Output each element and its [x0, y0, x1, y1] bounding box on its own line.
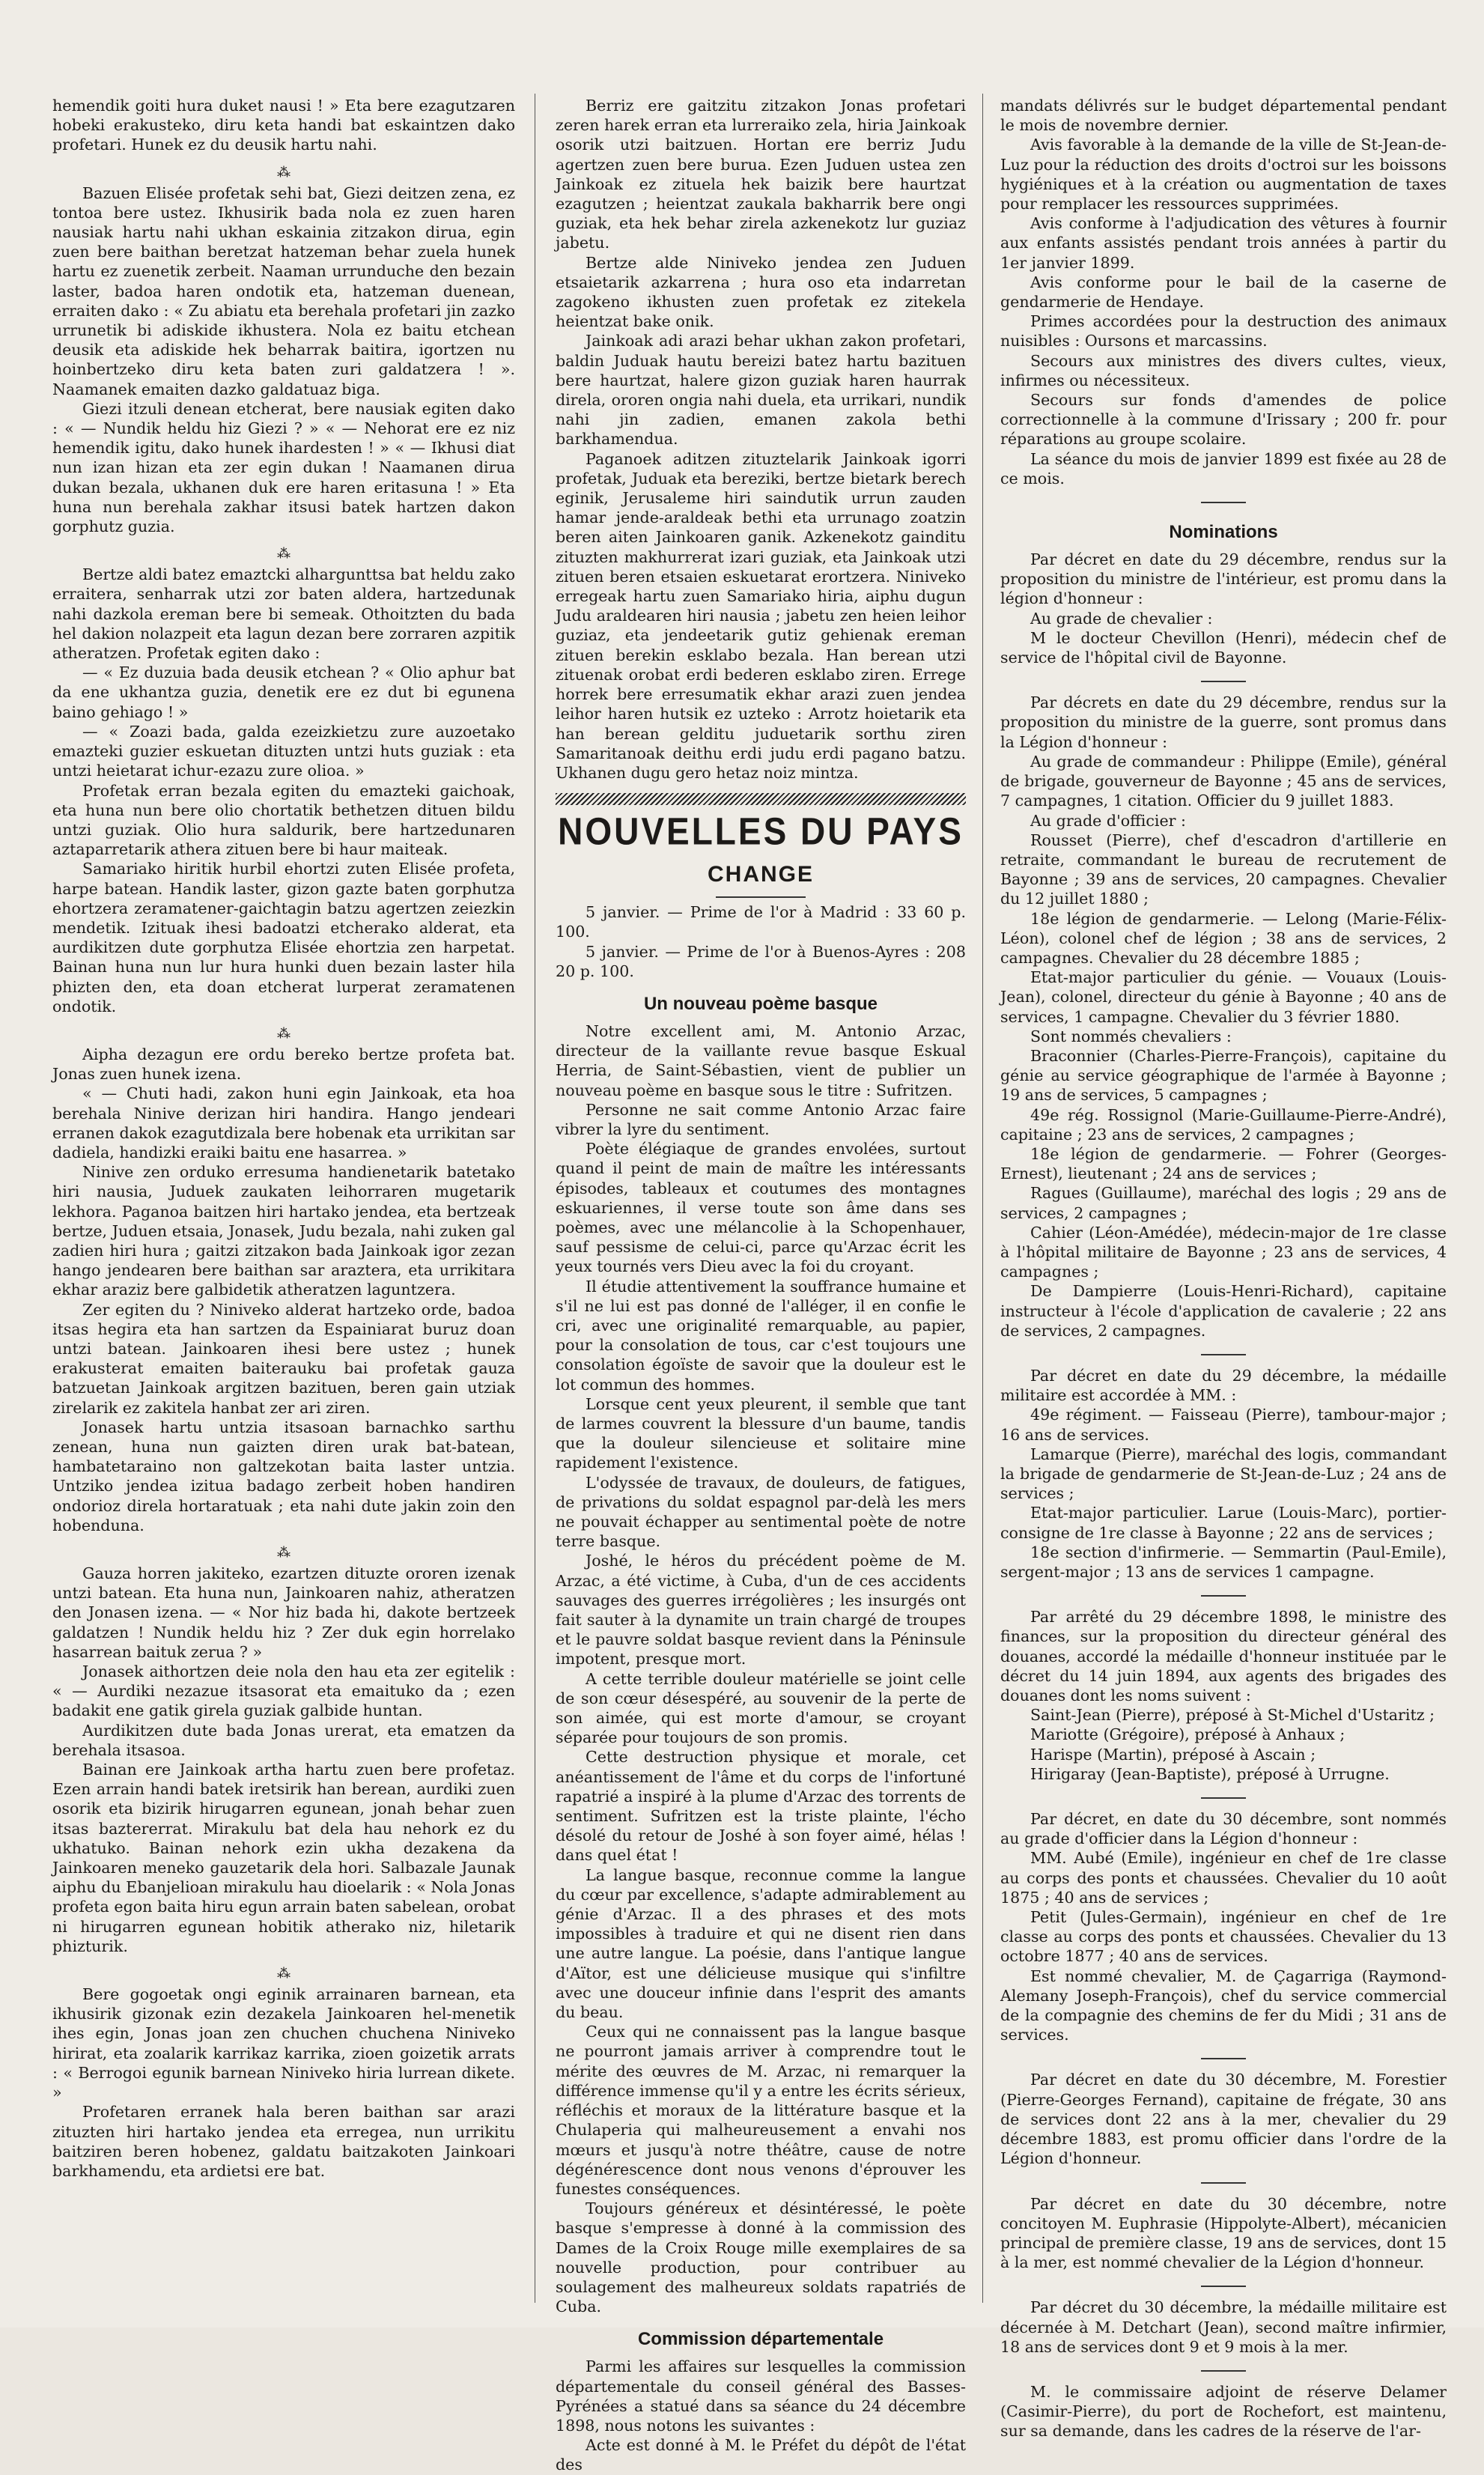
paragraph: Saint-Jean (Pierre), préposé à St-Michel d'Ustaritz ; — [1030, 1706, 1435, 1725]
column-right — [1000, 96, 1447, 2441]
paragraph: Paganoek aditzen zituztelarik Jainkoak igorri profetak, Juduak eta bereziki, bertze bietark berech eginik, Jerusaleme hiri saindutik urrun zauden hamar jende-araldeak bethi eta urrunago zoatzin beren aiten Jainkoaren ganik. Azkenekotz gainditu zituzten makhurrerat izari guziak, eta Jainkoak utzi zituen beren etsaien eskuetarat erortzera. Niniveko erregeak hartu zuen Samariako hiria, aiphu dugun Judu araldearen hiri nausia ; jabetu zen heien leihor guziaz, eta jendeetarik gutiz gehienak ereman zituen berekin esklabo bezala. Han berean utzi zituenak orobat erdi bederen esklabo ziren. Errege horrek bere erresumatik ekhar arazi zuen jendea leihor haren hutsik ez uzteko : Arrotz hoietarik eta han berean gelditu juduetarik sorthu ziren Samaritanoak deithu erdi judu erdi pagano batzu. Ukhanen dugu gero hetaz noiz mintza. — [556, 449, 966, 782]
article-title-poeme-basque: Un nouveau poème basque — [643, 993, 878, 1014]
column-middle — [556, 96, 966, 2474]
paragraph: Avis favorable à la demande de la ville de St-Jean-de-Luz pour la réduction des droits d'octroi sur les boissons hygiéniques et à la création ou augmentation de taxes pour remplacer les ressources supprimées. — [1000, 136, 1447, 213]
article-title-nominations: Nominations — [1169, 522, 1278, 543]
paragraph: Poète élégiaque de grandes envolées, surtout quand il peint de main de maître les intéressants épisodes, tableaux et coutumes des montagnes eskuariennes, il verse toute son âme dans ses poèmes, avec une mélancolie à la Schopenhauer, sauf pessisme de celui-ci, parce qu'Arzac écrit les yeux tournés vers Dieu avec la foi du croyant. — [556, 1140, 966, 1276]
paragraph: Avis conforme pour le bail de la caserne de gendarmerie de Hendaye. — [1000, 273, 1447, 312]
paragraph: Secours sur fonds d'amendes de police correctionnelle à la commune d'Irissary ; 200 fr. pour réparations au groupe scolaire. — [1000, 391, 1447, 449]
paragraph: 49e régiment. — Faisseau (Pierre), tambour-major ; 16 ans de services. — [1000, 1406, 1447, 1444]
paragraph: Cahier (Léon-Amédée), médecin-major de 1re classe à l'hôpital militaire de Bayonne ; 23 ans de services, 4 campagnes ; — [1000, 1223, 1447, 1281]
paragraph: MM. Aubé (Emile), ingénieur en chef de 1re classe au corps des ponts et chaussées. Chevalier du 10 août 1875 ; 40 ans de services ; — [1000, 1849, 1447, 1907]
paragraph: Samariako hiritik hurbil ehortzi zuten Elisée profeta, harpe batean. Handik laster, gizon gazte baten gorphutza ehortzera zeramatener-gaichtagin batzu agertzen zeiezkin mendetik. Izituak ihesi badoatzi etcherako alderat, eta aurdikitzen dute gorphutza Elisée ehortzia zen harpetat. Bainan huna nun lur hura hunki duen bezain laster hila phizten den, eta doan etcherat lurperat zeramatenen ondotik. — [52, 860, 515, 1015]
paragraph: Giezi itzuli denean etcherat, bere nausiak egiten dako : « — Nundik heldu hiz Giezi ? » « — Nehorat ere ez niz hemendik igitu, dako hunek ihardesten ! » « — Ikhusi diat nun izan hizan eta zer egin dukan ! Naamanen dirua dukan bezala, ukhanen duk ere haren eritasuna ! » Eta huna nun berehala zakhar itsusi batek hartzen dakon gorphutz guzia. — [52, 399, 515, 536]
paragraph: Notre excellent ami, M. Antonio Arzac, directeur de la vaillante revue basque Eskual Herria, de Saint-Sébastien, vient de publier un nouveau poème en basque sous le titre : Sufritzen. — [556, 1021, 966, 1099]
paragraph: Cette destruction physique et morale, cet anéantissement de l'âme et du corps de l'infortuné rapatrié a inspiré à la plume d'Arzac des torrents de sentiment. Sufritzen est la triste plainte, l'écho désolé du retour de Joshé à son foyer aimé, hélas ! dans quel état ! — [556, 1748, 966, 1865]
paragraph: Petit (Jules-Germain), ingénieur en chef de 1re classe au corps des ponts et chaussées. Chevalier du 13 octobre 1877 ; 40 ans de services. — [1000, 1908, 1447, 1966]
paragraph: Joshé, le héros du précédent poème de M. Arzac, a été victime, à Cuba, d'un de ces accidents sauvages des guerres irrégolières ; les insurgés ont fait sauter à la dynamite un train chargé de troupes et le pauvre soldat basque revient dans la Péninsule impotent, presque mort. — [556, 1552, 966, 1668]
paragraph: A cette terrible douleur matérielle se joint celle de son cœur désespéré, au souvenir de la perte de son aimée, qui est morte d'amour, se croyant séparée pour toujours de son promis. — [556, 1669, 966, 1747]
separator-rule — [1201, 1595, 1246, 1597]
paragraph: Ragues (Guillaume), maréchal des logis ; 29 ans de services, 2 campagnes ; — [1000, 1184, 1447, 1222]
separator-rule — [1201, 1354, 1246, 1355]
section-ornament: ⁂ — [277, 546, 291, 562]
paragraph: Il étudie attentivement la souffrance humaine et s'il ne lui est pas donné de l'alléger, il en confie le cri, avec une originalité remarquable, au papier, pour la consolation de tous, car c'est toujours une consolation égoïste de savoir que la douleur est le lot commun des hommes. — [556, 1277, 966, 1394]
paragraph: Hirigaray (Jean-Baptiste), préposé à Urrugne. — [1030, 1764, 1390, 1783]
separator-rule — [1201, 2370, 1246, 2372]
paragraph: 18e section d'infirmerie. — Semmartin (Paul-Emile), sergent-major ; 13 ans de services 1 campagne. — [1000, 1543, 1447, 1582]
hatched-rule — [556, 793, 966, 805]
paragraph: Bertze aldi batez emaztcki alhargunttsa bat heldu zako erraitera, senharrak utzi zor baten aldera, hartzedunak nahi dazkola ereman bere bi semeak. Othoitzten du bada hel dakion nolazpeit eta lagun dezan bere zorraren azpitik atheratzen. Profetak egiten dako : — [52, 565, 515, 663]
paragraph: Par décret en date du 29 décembre, rendus sur la proposition du ministre de l'intérieur, est promu dans la légion d'honneur : — [1000, 550, 1447, 608]
paragraph: Bainan ere Jainkoak artha hartu zuen bere profetaz. Ezen arrain handi batek iretsirik han berean, aurdiki zuen osorik eta bizirik hirugarren egunean, jonah behar zuen itsas baztererrat. Mirakulu bat dela hau nehork ez du ukhatuko. Bainan nehork ezin ukha dezakena da Jainkoaren meneko gauzetarik dela hori. Salbazale Jaunak aiphu du Ebanjelioan mirakulu hau dioelarik : « Nola Jonas profeta egon baita hiru egun arrain baten sabelean, orobat ni hirugarren egunean hobitik atherako niz, hiletarik phizturik. — [52, 1761, 515, 1955]
paragraph: Par décrets en date du 29 décembre, rendus sur la proposition du ministre de la guerre, sont promus dans la Légion d'honneur : — [1000, 693, 1447, 751]
paragraph: Par décret du 30 décembre, la médaille militaire est décernée à M. Detchart (Jean), second maître infirmier, 18 ans de services dont 9 et 9 mois à la mer. — [1000, 2298, 1447, 2356]
paragraph: Parmi les affaires sur lesquelles la commission départementale du conseil général des Basses-Pyrénées a statué dans sa séance du 24 décembre 1898, nous notons les suivantes : — [556, 2357, 966, 2435]
paragraph: hemendik goiti hura duket nausi ! » Eta bere ezagutzaren hobeki erakusteko, diru keta handi bat eskaintzen dako profetari. Hunek ez du deusik hartu nahi. — [52, 97, 515, 154]
paragraph: Par décret, en date du 30 décembre, sont nommés au grade d'officier dans la Légion d'honneur : — [1000, 1810, 1447, 1848]
paragraph: Par décret en date du 30 décembre, notre concitoyen M. Euphrasie (Hippolyte-Albert), mécanicien principal de première classe, 19 ans de services, dont 15 à la mer, est nommé chevalier de la Légion d'honneur. — [1000, 2194, 1447, 2272]
paragraph: Jonasek aithortzen deie nola den hau eta zer egitelik : « — Aurdiki nezazue itsasorat eta emaituko da ; ezen badakit ene gatik girela guziak galbide huntan. — [52, 1662, 515, 1720]
section-ornament: ⁂ — [277, 1025, 291, 1042]
paragraph: M le docteur Chevillon (Henri), médecin chef de service de l'hôpital civil de Bayonne. — [1000, 628, 1447, 667]
column-basque-left — [52, 96, 515, 2312]
section-header-nouvelles — [556, 793, 966, 854]
paragraph: 49e rég. Rossignol (Marie-Guillaume-Pierre-André), capitaine ; 23 ans de services, 2 campagnes ; — [1000, 1105, 1447, 1144]
paragraph: Jainkoak adi arazi behar ukhan zakon profetari, baldin Juduak hautu bereizi batez hartu bazituen bere haurtzat, halere gizon guziak haren haurrak direla, ororen ongia nahi duela, eta urrikari, nundik nahi jin zadien, emanen zakola bethi barkhamendua. — [556, 332, 966, 449]
paragraph: De Dampierre (Louis-Henri-Richard), capitaine instructeur à l'école d'application de cavalerie ; 22 ans de services, 2 campagnes. — [1000, 1282, 1447, 1340]
paragraph: Acte est donné à M. le Préfet du dépôt de l'état des — [556, 2436, 966, 2474]
paragraph: Toujours généreux et désintéressé, le poète basque s'empresse à donné à la commission des Dames de la Croix Rouge mille exemplaires de sa nouvelle production, pour contribuer au soulagement des malheureux soldats rapatriés de Cuba. — [556, 2199, 966, 2316]
paragraph: Bere gogoetak ongi eginik arrainaren barnean, eta ikhusirik gizonak ezin dezakela Jainkoaren hel-menetik ihes egin, Jonas joan zen chuchen chuchena Niniveko hirirat, eta zoalarik karrikaz karrika, zioen goizetik arrats : « Berrogoi egunik barnean Niniveko hiria lurrean dikete. » — [52, 1985, 515, 2102]
separator-rule — [1201, 681, 1246, 682]
paragraph: Par arrêté du 29 décembre 1898, le ministre des finances, sur la proposition du directeur général des douanes, accordé la médaille d'honneur instituée par le décret du 14 juin 1894, aux agents des brigades des douanes dont les noms suivent : — [1000, 1608, 1447, 1705]
paragraph: Mariotte (Grégoire), préposé à Anhaux ; — [1030, 1725, 1345, 1744]
section-ornament: ⁂ — [277, 1545, 291, 1561]
paragraph: La langue basque, reconnue comme la langue du cœur par excellence, s'adapte admirablement au génie d'Arzac. Il a des phrases et des mots impossibles à traduire et qui ne disent rien dans une autre langue. La poésie, dans l'antique langue d'Aïtor, est une délicieuse musique qui s'infiltre avec une douceur infinie dans l'esprit des amants du beau. — [556, 1865, 966, 2022]
paragraph: Par décret en date du 30 décembre, M. Forestier (Pierre-Georges Fernand), capitaine de frégate, 30 ans de services dont 22 ans à la mer, chevalier du 29 décembre 1883, est promu officier dans l'ordre de la Légion d'honneur. — [1000, 2071, 1447, 2168]
paragraph: Bertze alde Niniveko jendea zen Juduen etsaietarik azkarrena ; hura oso eta indarretan zagokeno ikhusten zuen profetak ez zitekela heientzat bake onik. — [556, 253, 966, 331]
separator-rule — [1201, 2286, 1246, 2287]
paragraph: Au grade de chevalier : — [1030, 609, 1213, 628]
paragraph: Zer egiten du ? Niniveko alderat hartzeko orde, badoa itsas hegira eta han sartzen da Espainiarat buruz doan untzi batean. Jainkoaren ihesi bere ustez ; hunek erakusterat emaiten baiterauku bai profetak gauza batzuetan Jainkoak argitzen bazituen, beren gain utziak zirelarik ez zakitela hanbat zer ari ziren. — [52, 1300, 515, 1417]
paragraph: Avis conforme à l'adjudication des vêtures à fournir aux enfants assistés pendant trois années à partir du 1er janvier 1899. — [1000, 214, 1447, 272]
paragraph: La séance du mois de janvier 1899 est fixée au 28 de ce mois. — [1000, 449, 1447, 488]
paragraph: Par décret en date du 29 décembre, la médaille militaire est accordée à MM. : — [1000, 1366, 1447, 1405]
paragraph: Lamarque (Pierre), maréchal des logis, commandant la brigade de gendarmerie de St-Jean-de-Luz ; 24 ans de services ; — [1000, 1445, 1447, 1503]
paragraph: Bazuen Elisée profetak sehi bat, Giezi deitzen zena, ez tontoa bere ustez. Ikhusirik bada nola ez zuen haren nausiak hartu nahi ukhan eskainia zitzakon dirua, egin zuen bere baithan beretzat hatzeman behar zuela hunek hartu ez zuenetik zerbeit. Naaman urrunduche den bezain laster, badoa haren ondotik eta, hatzeman duenean, erraiten dako : « Zu abiatu eta berehala profetari jin zazko urrunetik bi adiskide ikhustera. Nola ez baitu etchean deusik eta adiskide hek beharrak baitira, igortzen nu hoinbertzeko diru keta baten zuri galdatzera ! ». Naamanek emaiten dazko galdatuaz biga. — [52, 183, 515, 398]
paragraph: Lorsque cent yeux pleurent, il semble que tant de larmes couvrent la blessure d'un baume, tandis que la douleur silencieuse et solitaire mine rapidement l'existence. — [556, 1394, 966, 1472]
paragraph: Profetak erran bezala egiten du emazteki gaichoak, eta huna nun bere olio chortatik bethetzen dituen bildu untzi guziak. Olio hura saldurik, bere hartzedunaren aztaparretarik athera zituen bere bi haur maiteak. — [52, 781, 515, 859]
separator-rule — [1201, 502, 1246, 503]
paragraph: Etat-major particulier du génie. — Vouaux (Louis-Jean), colonel, directeur du génie à Bayonne ; 40 ans de services, 1 campagne. Chevalier du 3 février 1880. — [1000, 968, 1447, 1026]
paragraph: Aipha dezagun ere ordu bereko bertze profeta bat. Jonas zuen hunek izena. — [52, 1045, 515, 1084]
paragraph: « — Chuti hadi, zakon huni egin Jainkoak, eta hoa berehala Ninive derizan hiri handira. Hango jendeari erranen dakok ezagutdizala bere hobenak eta urrikitan sar dadiela, handizki eraiki baitu ene hasarrea. » — [52, 1084, 515, 1161]
separator-rule — [1201, 2182, 1246, 2184]
separator-rule — [1201, 1797, 1246, 1799]
paragraph: Primes accordées pour la destruction des animaux nuisibles : Oursons et marcassins. — [1000, 312, 1447, 350]
article-title-commission: Commission départementale — [637, 2329, 884, 2350]
paragraph: Ceux qui ne connaissent pas la langue basque ne pourront jamais arriver à comprendre tout le mérite des œuvres de M. Arzac, ni remarquer la différence immense qu'il y a entre les écrits sérieux, réfléchis et moraux de la littérature basque et la Chulaperia qui malheureusement a envahi nos mœurs et jusqu'à notre théâtre, cause de notre dégénérescence dont nous venons d'éprouver les funestes conséquences. — [556, 2023, 966, 2198]
separator-rule — [1201, 2058, 1246, 2059]
paragraph: mandats délivrés sur le budget départemental pendant le mois de novembre dernier. — [1000, 97, 1447, 135]
section-ornament: ⁂ — [277, 164, 291, 180]
paragraph: M. le commissaire adjoint de réserve Delamer (Casimir-Pierre), du port de Rochefort, est maintenu, sur sa demande, dans les cadres de la réserve de l'ar- — [1000, 2382, 1447, 2441]
section-title-nouvelles-du-pays: NOUVELLES DU PAYS — [558, 810, 964, 853]
paragraph: Braconnier (Charles-Pierre-François), capitaine du génie au service géographique de l'armée à Bayonne ; 19 ans de services, 5 campagnes ; — [1000, 1046, 1447, 1105]
paragraph: Personne ne sait comme Antonio Arzac faire vibrer la lyre du sentiment. — [556, 1100, 966, 1138]
title-underline — [716, 896, 806, 898]
paragraph: — « Zoazi bada, galda ezeizkietzu zure auzoetako emazteki guzier eskuetan dituzten untzi huts guziak : eta untzi heietarat ichur-ezazu zure olioa. » — [52, 722, 515, 780]
paragraph: Etat-major particulier. Larue (Louis-Marc), portier-consigne de 1re classe à Bayonne ; 22 ans de services ; — [1000, 1504, 1447, 1542]
paragraph: Gauza horren jakiteko, ezartzen dituzte ororen izenak untzi batean. Eta huna nun, Jainkoaren nahiz, atheratzen den Jonasen izena. — « Nor hiz bada hi, dakote bertzeek galdatzen ! Nundik heldu hiz ? Zer duk egin horrelako hasarrean baituk zerua ? » — [52, 1564, 515, 1661]
paragraph: Profetaren erranek hala beren baithan sar arazi zituzten hiri hartako jendea eta erregea, nun urrikitu baitziren beren hobenez, galdatu baitzakoten Jainkoari barkhamendu, eta ardietsi ere bat. — [52, 2103, 515, 2180]
paragraph: Au grade d'officier : — [1030, 811, 1186, 830]
section-ornament: ⁂ — [277, 1966, 291, 1982]
paragraph: Est nommé chevalier, M. de Çagarriga (Raymond-Alemany Joseph-François), chef du service commercial de la compagnie des chemins de fer du Midi ; 31 ans de services. — [1000, 1967, 1447, 2044]
paragraph: Aurdikitzen dute bada Jonas urerat, eta ematzen da berehala itsasoa. — [52, 1721, 515, 1759]
paragraph: 18e légion de gendarmerie. — Fohrer (Georges-Ernest), lieutenant ; 24 ans de services ; — [1000, 1144, 1447, 1183]
change-line: 5 janvier. — Prime de l'or à Buenos-Ayres : 208 20 p. 100. — [556, 942, 966, 980]
paragraph: Harispe (Martin), préposé à Ascain ; — [1030, 1745, 1316, 1764]
paragraph: Rousset (Pierre), chef d'escadron d'artillerie en retraite, commandant le bureau de recrutement de Bayonne ; 39 ans de services, 20 campagnes. Chevalier du 12 juillet 1880 ; — [1000, 830, 1447, 908]
paragraph: Sont nommés chevaliers : — [1030, 1027, 1232, 1045]
paragraph: Jonasek hartu untzia itsasoan barnachko sarthu zenean, huna nun gaizten diren urak bat-batean, hambatetaraino non galtzekotan baita laster untzia. Untziko jendea izitua badago zerbeit hoben handiren ondorioz direla hortaratuak ; eta nahi dute jakin zoin den hobenduna. — [52, 1418, 515, 1534]
change-line: 5 janvier. — Prime de l'or à Madrid : 33 60 p. 100. — [556, 903, 966, 941]
paragraph: L'odyssée de travaux, de douleurs, de fatigues, de privations du soldat espagnol par-delà les mers ne pouvait échapper au sentimental poète de notre terre basque. — [556, 1473, 966, 1551]
column-rule-right — [982, 94, 983, 2303]
paragraph: Au grade de commandeur : Philippe (Emile), général de brigade, gouverneur de Bayonne ; 45 ans de services, 7 campagnes, 1 citation. Officier du 9 juillet 1883. — [1000, 752, 1447, 810]
paragraph: Secours aux ministres des divers cultes, vieux, infirmes ou nécessiteux. — [1000, 351, 1447, 389]
section-title-change: CHANGE — [707, 862, 814, 887]
paragraph: Ninive zen orduko erresuma handienetarik batetako hiri nausia, Juduek zaukaten leihorraren mugetarik lekhora. Paganoa baitzen hiri hartako jendea, eta bertzeak bertze, Juduen etsaia, Jonasek, Judu bezala, nahi zuken gal zadien hiri hura ; gaitzi zitzakon bada Jainkoak igor zezan hango jendearen bere baithan sar araztera, eta urrikitara ekhar araziz bere galbidetik atheratzen laguntzera. — [52, 1163, 515, 1299]
paragraph: 18e légion de gendarmerie. — Lelong (Marie-Félix-Léon), colonel chef de légion ; 38 ans de services, 2 campagnes. Chevalier du 28 décembre 1885 ; — [1000, 909, 1447, 967]
paragraph: — « Ez duzuia bada deusik etchean ? « Olio aphur bat da ene ukhantza guzia, denetik ere ez dut bi egunena baino gehiago ! » — [52, 663, 515, 721]
paragraph: Berriz ere gaitzitu zitzakon Jonas profetari zeren harek erran eta lurreraiko zela, hiria Jainkoak osorik utzi baitzuen. Hortan ere berriz Judu agertzen zuen bere burua. Ezen Juduen ustea zen Jainkoak ez zituela hek baizik bere haurtzat ezagutzen ; heientzat zaukala bakharrik bere ongi guziak, eta hek behar zirela azkenekotz lur guziaz jabetu. — [556, 97, 966, 252]
